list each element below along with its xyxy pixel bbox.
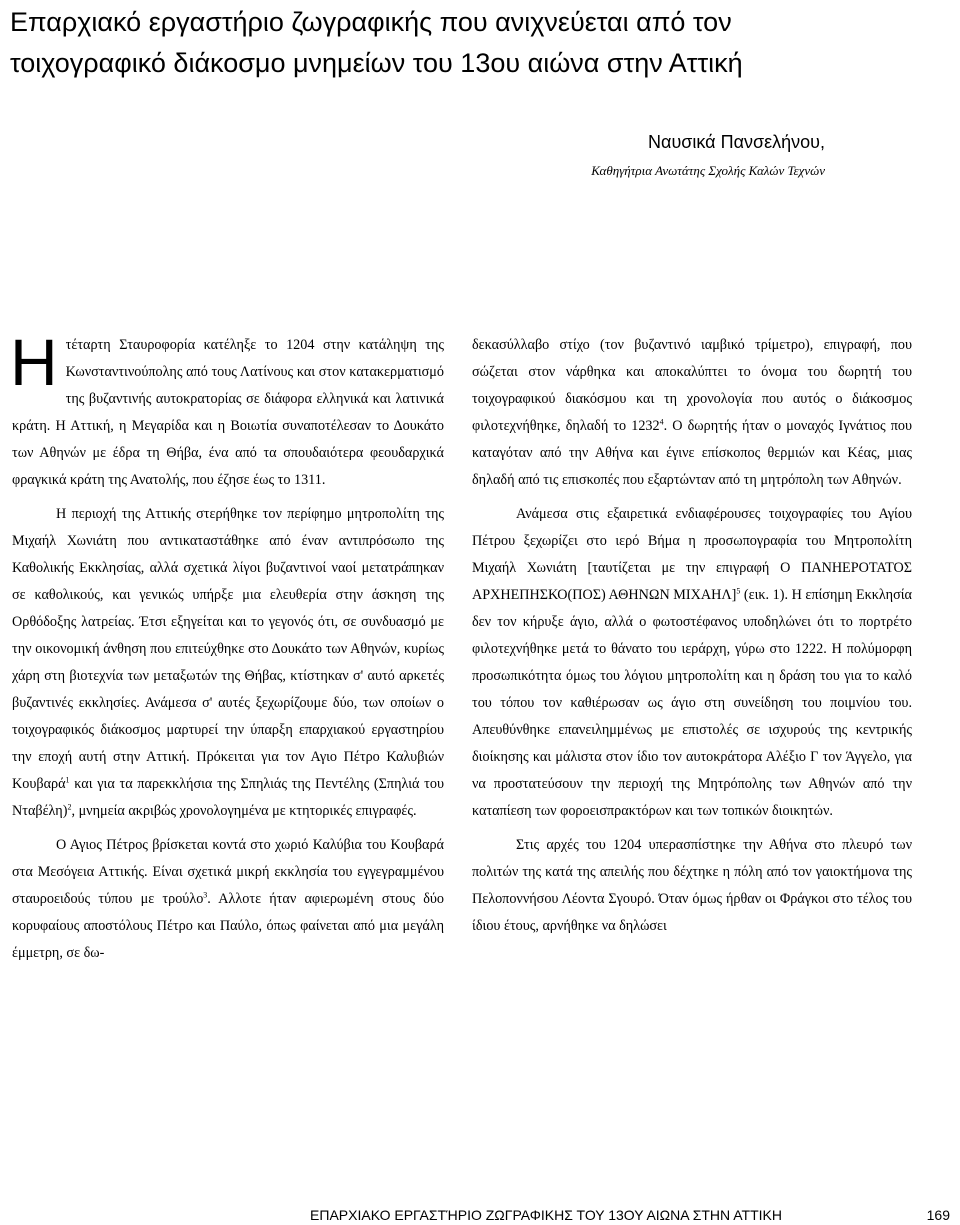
footnote-ref[interactable]: 3: [203, 890, 208, 900]
paragraph-text: Ο Αγιος Πέτρος βρίσκεται κοντά στο χωριό Καλύβια του Κουβαρά στα Μεσόγεια Αττικής. Είναι σχετικά μικρή εκκλησία του εγγεγραμμένου σταυροειδούς τύπου με τρούλο: [12, 837, 444, 907]
author-name: Ναυσικά Πανσελήνου,: [648, 132, 825, 152]
right-column: [472, 332, 912, 940]
running-title: ΕΠΑΡΧΙΑΚΟ ΕΡΓΑΣΤΉΡΙΟ ΖΩΓΡΑΦΙΚΗΣ ΤΟΥ 13ΟΥ ΑΙΩΝΑ ΣΤΗΝ ΑΤΤΙΚΗ: [310, 1207, 782, 1223]
paragraph: [12, 832, 444, 967]
paragraph-text: Ανάμεσα στις εξαιρετικά ενδιαφέρουσες τοιχογραφίες του Αγίου Πέτρου ξεχωρίζει στο ιερό Βήμα η προσωπογραφία του Μητροπολίτη Μιχαήλ Χωνιάτη [ταυτίζεται με την επιγραφή Ο ΠΑΝΗΕΡΟΤΑΤΟΣ ΑΡΧΗΕΠΗΣΚΟ(ΠΟΣ) ΑΘΗΝΩΝ ΜΙΧΑΗΛ]: [472, 506, 912, 603]
paragraph: [472, 332, 912, 494]
paragraph-text: . Αλλοτε ήταν αφιερωμένη στους δύο κορυφαίους αποστόλους Πέτρο και Παύλο, όπως φαίνεται από μια μεγάλη έμμετρη, σε δω-: [12, 891, 445, 961]
paragraph-text: και για τα παρεκκλήσια της Σπηλιάς της Πεντέλης (Σπηλιά του Νταβέλη): [12, 776, 444, 819]
paragraph-text: (εικ. 1). Η επίσημη Εκκλησία δεν τον κήρυξε άγιο, αλλά ο φωτοστέφανος υποδηλώνει ότι το πορτρέτο φιλοτεχνήθηκε μετά το θάνατο του ιεράρχη, γύρω στο 1222. Η πολύμορφη προσωπικότητα όμως του λόγιου μητροπολίτη και η δράση του για το καλό του τόπου τον καθιέρωσαν ως άγιο στη συνείδηση του ποιμνίου του. Απευθύνθηκε επανειλημμένως με επιστολές σε ισχυρούς της κεντρικής διοίκησης και μάλιστα στον ίδιο τον αυτοκράτορα Αλέξιο Γ τον Άγγελο, για να προστατεύσουν την περιοχή της Μητρόπολης των Αθηνών από την καταπίεση των φοροεισπρακτόρων και των τοπικών διοικητών.: [472, 587, 912, 819]
footnote-ref[interactable]: 4: [659, 417, 664, 427]
paragraph: [472, 501, 912, 825]
author-affiliation: Καθηγήτρια Ανωτάτης Σχολής Καλών Τεχνών: [591, 163, 825, 178]
paragraph: [472, 832, 912, 940]
title-line-2: τοιχογραφικό διάκοσμο μνημείων του 13ου αιώνα στην Αττική: [10, 48, 743, 78]
paragraph-text: τέταρτη Σταυροφορία κατέληξε το 1204 στην κατάληψη της Κωνσταντινούπολης από τους Λατίνους και στον κατακερματισμό της βυζαντινής αυτοκρατορίας σε διάφορα ελληνικά και λατινικά κράτη. Η Αττική, η Μεγαρίδα και η Βοιωτία συναποτέλεσαν το Δουκάτο των Αθηνών με έδρα τη Θήβα, ένα από τα σπουδαιότερα φεουδαρχικά φραγκικά κράτη της Ανατολής, που έζησε έως το 1311.: [12, 337, 444, 488]
footnote-ref[interactable]: 1: [65, 775, 70, 785]
paragraph-text: . Ο δωρητής ήταν ο μοναχός Ιγνάτιος που καταγόταν από την Αθήνα και έγινε επίσκοπος θερμιών και Κέας, μιας δηλαδή από τις επισκοπές που εξαρτώνταν από τη μητρόπολη των Αθηνών.: [472, 418, 912, 488]
title-line-1: Επαρχιακό εργαστήριο ζωγραφικής που ανιχνεύεται από τον: [10, 7, 732, 37]
paragraph-text: δεκασύλλαβο στίχο (τον βυζαντινό ιαμβικό τρίμετρο), επιγραφή, που σώζεται στον νάρθηκα και αποκαλύπτει το όνομα του δωρητή του τοιχογραφικού διακόσμου και τη χρονολογία που αυτός ο διάκοσμος φιλοτεχνήθηκε, δηλαδή το 1232: [472, 337, 912, 434]
footnote-ref[interactable]: 2: [67, 802, 72, 812]
footnote-ref[interactable]: 5: [736, 586, 741, 596]
paragraph-text: Η περιοχή της Αττικής στερήθηκε τον περίφημο μητροπολίτη της Μιχαήλ Χωνιάτη που αντικαταστάθηκε από έναν αντιπρόσωπο της Καθολικής Εκκλησίας, αλλά σχετικά λίγοι βυζαντινοί ναοί μετατράπηκαν σε καθολικούς, και γενικώς υπήρξε μια ελευθερία στην άσκηση της Ορθόδοξης λατρείας. Έτσι εξηγείται και το γεγονός ότι, σε συνδυασμό με την οικονομική άνθηση που επιτεύχθηκε στο Δουκάτο των Αθηνών, κυρίως χάρη στη βιοτεχνία των μεταξωτών της Θήβας, κτίστηκαν σ' αυτό αρκετές βυζαντινές εκκλησίες. Ανάμεσα σ' αυτές ξεχωρίζουμε δύο, των οποίων ο τοιχογραφικός διάκοσμος μαρτυρεί την ύπαρξη επαρχιακού εργαστηρίου την εποχή αυτή στην Αττική. Πρόκειται για τον Αγιο Πέτρο Καλυβιών Κουβαρά: [12, 506, 444, 792]
drop-cap: Η: [10, 325, 58, 399]
left-column: [10, 325, 445, 967]
paragraph: [12, 501, 444, 825]
page-number: 169: [926, 1207, 950, 1223]
paragraph-text: , μνημεία ακριβώς χρονολογημένα με κτητορικές επιγραφές.: [71, 803, 417, 819]
paragraph: [10, 325, 444, 494]
paragraph-text: Στις αρχές του 1204 υπερασπίστηκε την Αθήνα στο πλευρό των πολιτών της κατά της απειλής που δέχτηκε η πόλη από τον γαιοκτήμονα της Πελοποννήσου Λέοντα Σγουρό. Όταν όμως ήρθαν οι Φράγκοι στο τέλος του ίδιου έτους, αρνήθηκε να δηλώσει: [472, 837, 912, 934]
page-footer: [310, 1207, 950, 1223]
article-title: [10, 2, 955, 84]
